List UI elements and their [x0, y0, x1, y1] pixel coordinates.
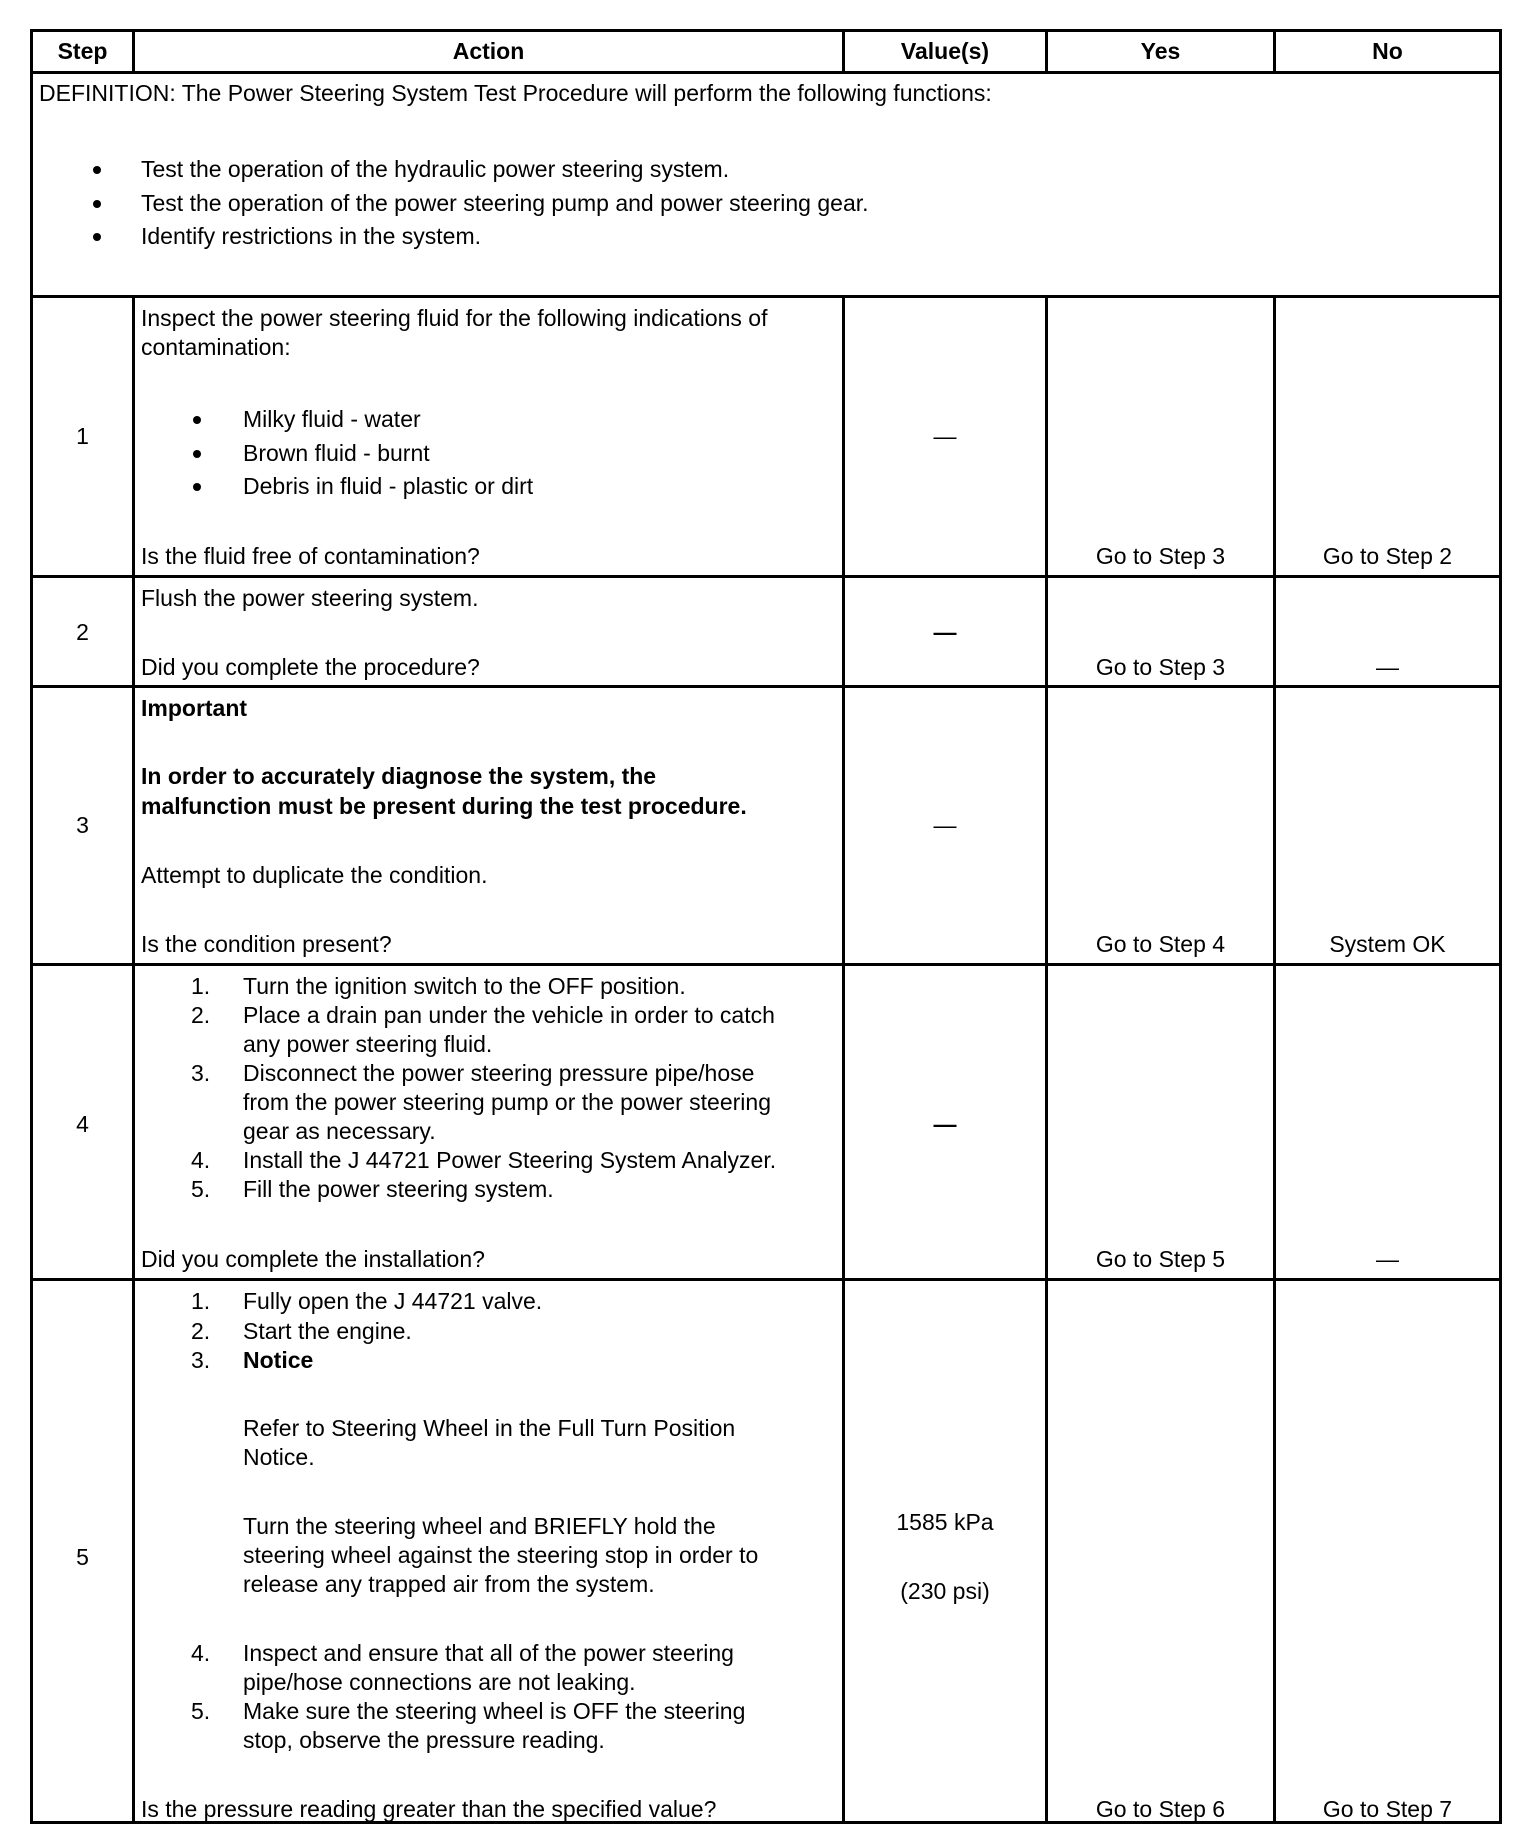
bullet-icon	[93, 233, 101, 241]
step-yes: Go to Step 4	[1095, 931, 1226, 957]
procedure-table	[30, 29, 1502, 1824]
bullet-icon	[193, 483, 201, 491]
col-divider	[132, 296, 135, 1821]
step-value-psi: (230 psi)	[900, 1578, 990, 1604]
definition-bullet: Identify restrictions in the system.	[141, 223, 482, 249]
item-number: 3.	[191, 1347, 211, 1373]
step-important-line: malfunction must be present during the test procedure.	[141, 793, 747, 819]
item-line: Turn the steering wheel and BRIEFLY hold the	[243, 1513, 716, 1539]
col-divider	[1273, 296, 1276, 1821]
header-values: Value(s)	[900, 38, 990, 64]
item-number: 1.	[191, 1288, 211, 1314]
item-number: 2.	[191, 1002, 211, 1028]
item-number: 1.	[191, 973, 211, 999]
item-line: Place a drain pan under the vehicle in order to catch	[243, 1002, 775, 1028]
step-value: —	[933, 619, 957, 645]
step-no: —	[1376, 654, 1399, 680]
step-bullet: Milky fluid - water	[243, 406, 421, 432]
definition-bullet: Test the operation of the hydraulic power steering system.	[141, 156, 730, 182]
step-action-line: Attempt to duplicate the condition.	[141, 862, 488, 888]
step-value: —	[933, 812, 957, 838]
item-line: Install the J 44721 Power Steering System Analyzer.	[243, 1147, 777, 1173]
step-no: Go to Step 7	[1322, 1796, 1453, 1822]
header-yes: Yes	[1140, 38, 1181, 64]
notice-heading: Notice	[243, 1347, 314, 1373]
row-divider	[33, 685, 1499, 688]
bullet-icon	[93, 200, 101, 208]
notice-line: Refer to Steering Wheel in the Full Turn Position	[243, 1415, 736, 1441]
item-number: 5.	[191, 1176, 211, 1202]
item-line: release any trapped air from the system.	[243, 1571, 655, 1597]
step-value: —	[933, 423, 957, 449]
step-no: System OK	[1329, 931, 1446, 957]
step-yes: Go to Step 6	[1095, 1796, 1226, 1822]
step-heading: Important	[141, 695, 248, 721]
item-line: pipe/hose connections are not leaking.	[243, 1669, 636, 1695]
step-bullet: Brown fluid - burnt	[243, 440, 430, 466]
item-line: Fully open the J 44721 valve.	[243, 1288, 543, 1314]
definition-text: DEFINITION: The Power Steering System Test Procedure will perform the following functions:	[39, 80, 992, 106]
step-action-line: contamination:	[141, 334, 291, 360]
definition-bullet: Test the operation of the power steering pump and power steering gear.	[141, 190, 869, 216]
step-question: Is the pressure reading greater than the specified value?	[141, 1796, 717, 1822]
item-number: 4.	[191, 1640, 211, 1666]
item-number: 4.	[191, 1147, 211, 1173]
step-number: 4	[76, 1111, 89, 1137]
item-line: Fill the power steering system.	[243, 1176, 554, 1202]
item-line: Inspect and ensure that all of the power steering	[243, 1640, 734, 1666]
step-action-line: Inspect the power steering fluid for the following indications of	[141, 305, 768, 331]
row-divider	[33, 295, 1499, 298]
step-number: 1	[76, 423, 89, 449]
step-number: 3	[76, 812, 89, 838]
item-line: Turn the ignition switch to the OFF position.	[243, 973, 686, 999]
row-divider	[33, 963, 1499, 966]
col-divider	[1045, 296, 1048, 1821]
step-number: 2	[76, 619, 89, 645]
item-line: gear as necessary.	[243, 1118, 436, 1144]
item-line: steering wheel against the steering stop in order to	[243, 1542, 759, 1568]
item-number: 2.	[191, 1318, 211, 1344]
step-important-line: In order to accurately diagnose the system, the	[141, 763, 657, 789]
item-number: 5.	[191, 1698, 211, 1724]
step-value: —	[933, 1111, 957, 1137]
step-yes: Go to Step 3	[1095, 543, 1226, 569]
header-step: Step	[57, 38, 108, 64]
notice-line: Notice.	[243, 1444, 315, 1470]
header-action: Action	[452, 38, 525, 64]
step-question: Did you complete the installation?	[141, 1246, 485, 1272]
item-number: 3.	[191, 1060, 211, 1086]
step-question: Is the condition present?	[141, 931, 392, 957]
step-number: 5	[76, 1544, 89, 1570]
bullet-icon	[193, 450, 201, 458]
header-no: No	[1372, 38, 1403, 64]
item-line: stop, observe the pressure reading.	[243, 1727, 605, 1753]
step-question: Did you complete the procedure?	[141, 654, 480, 680]
step-yes: Go to Step 3	[1095, 654, 1226, 680]
step-value-kpa: 1585 kPa	[896, 1509, 994, 1535]
bullet-icon	[193, 416, 201, 424]
row-divider	[33, 71, 1499, 74]
step-bullet: Debris in fluid - plastic or dirt	[243, 473, 534, 499]
bullet-icon	[93, 166, 101, 174]
item-line: any power steering fluid.	[243, 1031, 493, 1057]
row-divider	[33, 1278, 1499, 1281]
item-line: Disconnect the power steering pressure pipe/hose	[243, 1060, 755, 1086]
row-divider	[33, 575, 1499, 578]
item-line: from the power steering pump or the power steering	[243, 1089, 771, 1115]
item-line: Make sure the steering wheel is OFF the steering	[243, 1698, 746, 1724]
item-line: Start the engine.	[243, 1318, 412, 1344]
step-action-line: Flush the power steering system.	[141, 585, 479, 611]
step-question: Is the fluid free of contamination?	[141, 543, 480, 569]
step-no: Go to Step 2	[1322, 543, 1453, 569]
step-yes: Go to Step 5	[1095, 1246, 1226, 1272]
step-no: —	[1376, 1246, 1399, 1272]
